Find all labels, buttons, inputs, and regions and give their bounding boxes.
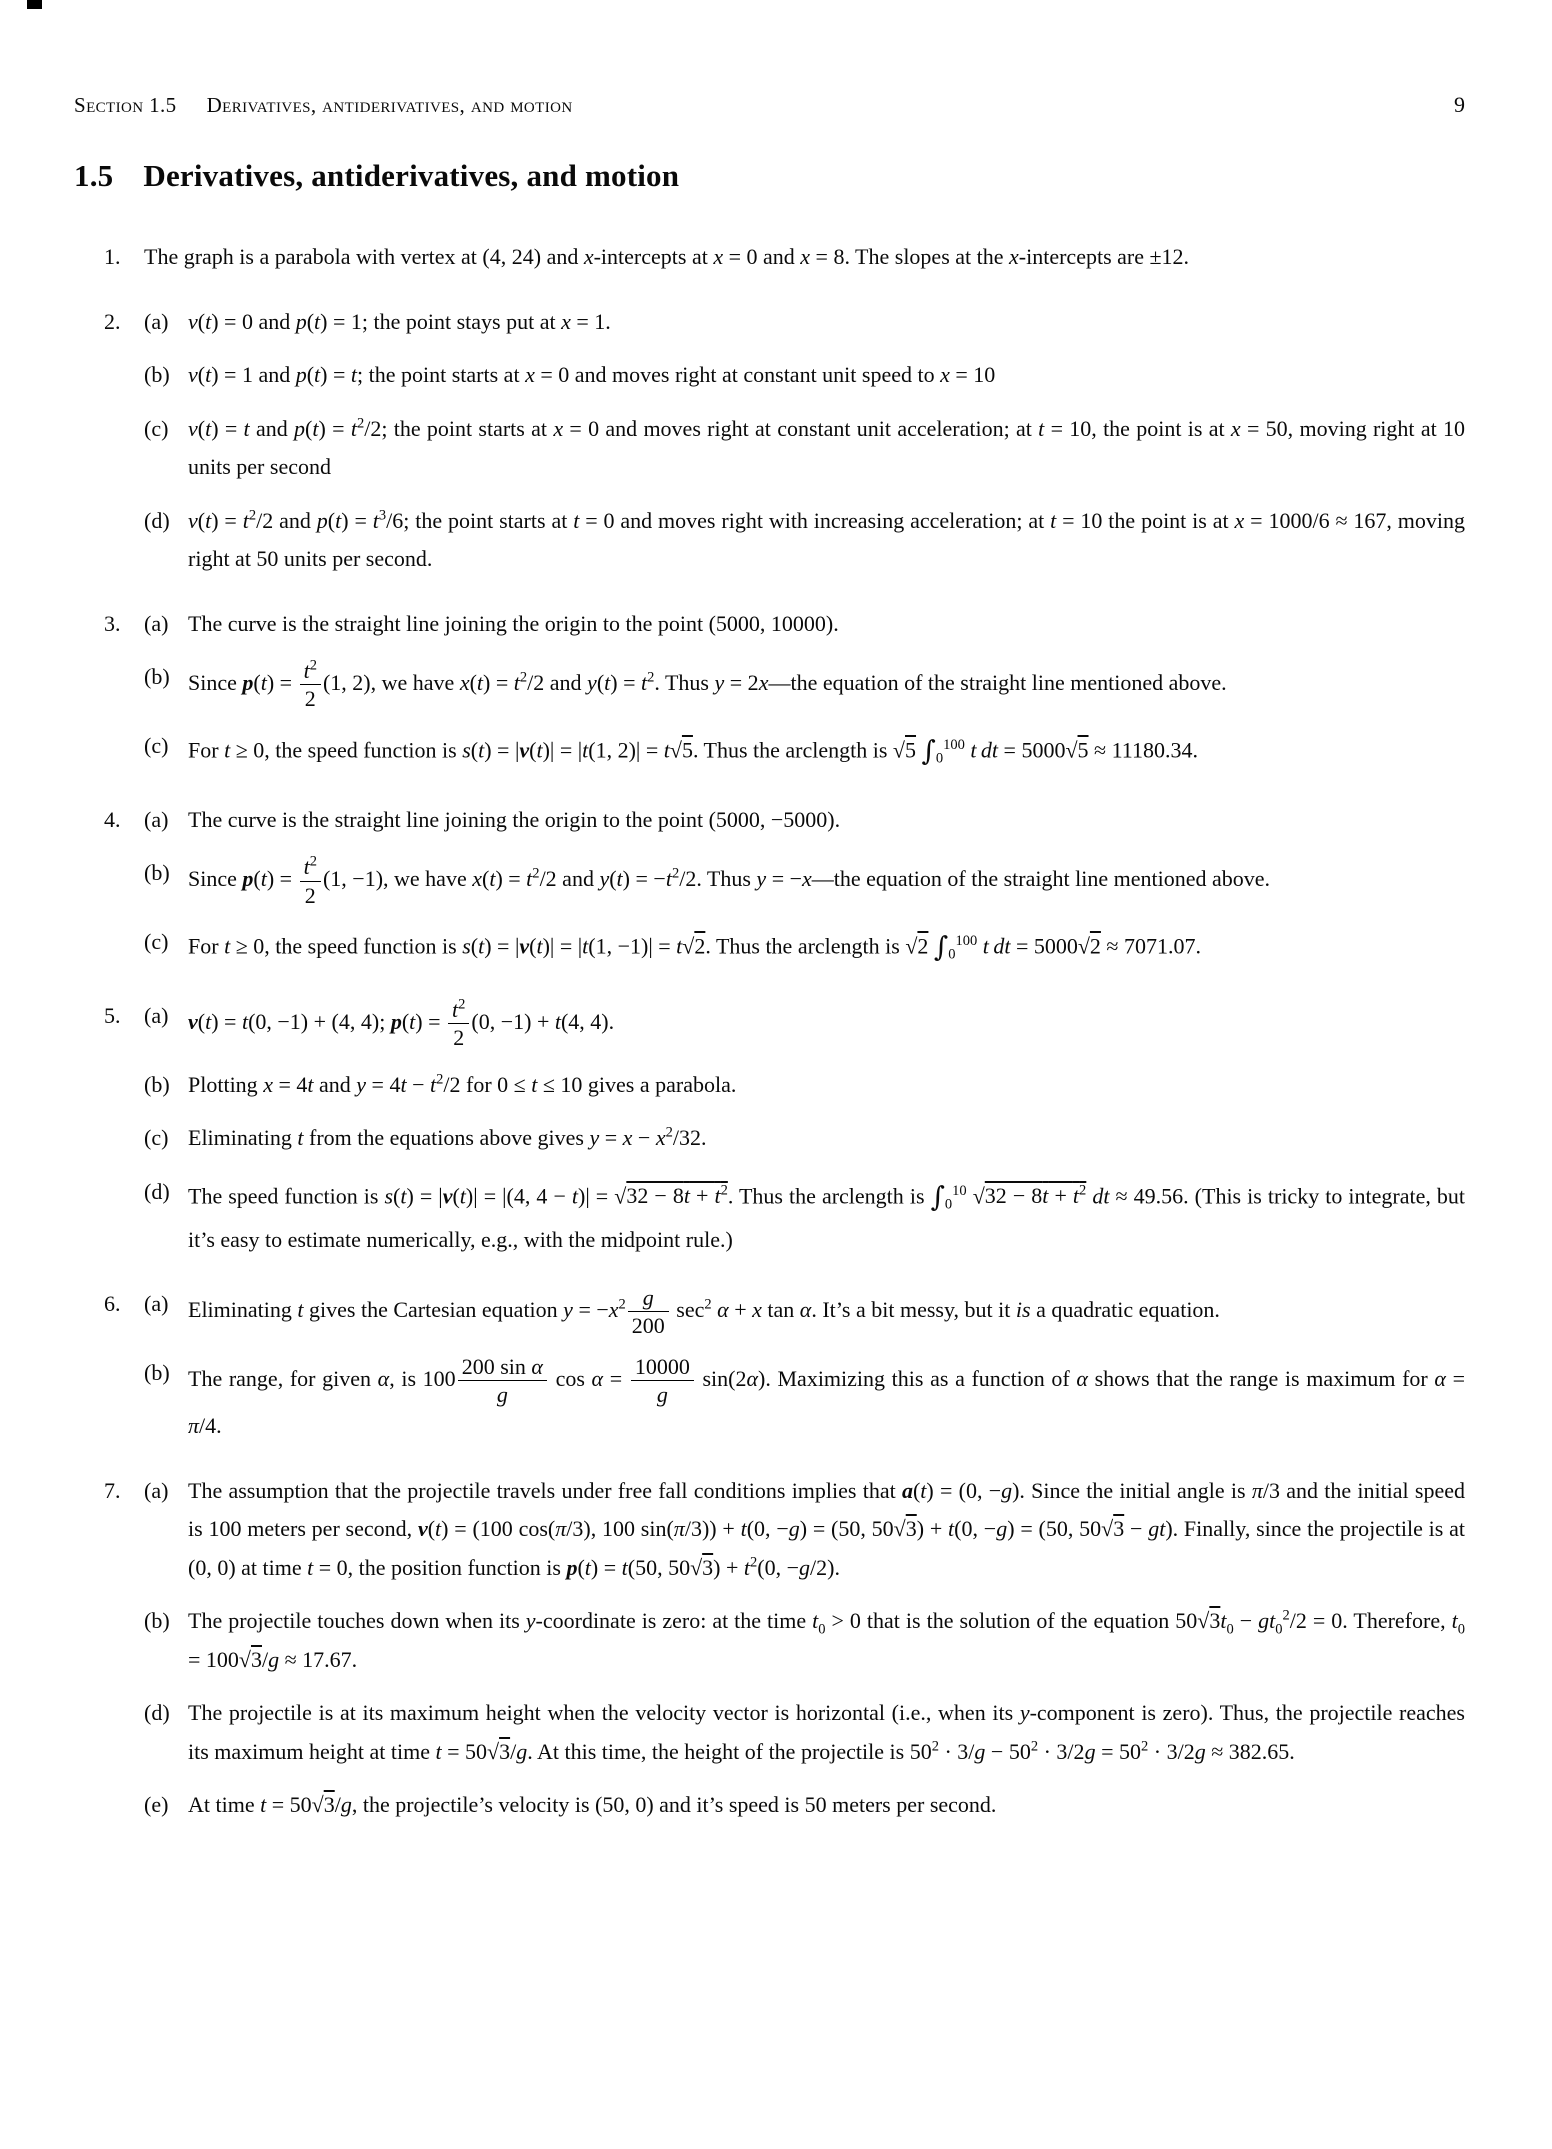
part-text: The graph is a parabola with vertex at (4, 24) and x-intercepts at x = 0 and x = 8. The slopes at the x-intercepts are ±12. bbox=[144, 244, 1190, 269]
problem-parts bbox=[144, 801, 1465, 971]
part-text: Eliminating t gives the Cartesian equation $y = -x^2$ $\frac{g}{200}$ $\sec^2 \alpha + x$ tan α. It’s a bit messy, but it is a quadratic equation. bbox=[188, 1285, 1220, 1339]
part-label: (a) bbox=[144, 806, 169, 832]
running-header-left bbox=[74, 93, 573, 118]
problem-parts bbox=[144, 1472, 1465, 1825]
part-label: (d) bbox=[144, 1178, 170, 1204]
part-row bbox=[144, 605, 1465, 644]
part-label: (c) bbox=[144, 732, 169, 758]
part-text: The curve is the straight line joining the origin to the point (5000, −5000). bbox=[188, 806, 841, 832]
part-text: Since p(t) = $\frac{t^2}{2}$ (1, 2), we have $x(t) = t^2/2$ and $y(t) = t^2$. Thus y = 2x—the equation of the straight line mentioned above. bbox=[188, 657, 1227, 712]
problem-number: 7. bbox=[104, 1477, 121, 1503]
part-row bbox=[144, 1119, 1465, 1158]
part-row bbox=[144, 997, 1465, 1051]
part-text: $v(t) = t^2/2$ and $p(t) = t^3/6$; the point starts at t = 0 and moves right with increasing acceleration; at t = 10 the point is at x = 1000/6 ≈ 167, moving right at 50 units per second. bbox=[188, 507, 1466, 571]
part-row bbox=[144, 801, 1465, 840]
part-label: (d) bbox=[144, 1700, 170, 1726]
problem-parts bbox=[144, 997, 1465, 1259]
part-row bbox=[144, 923, 1465, 971]
part-row bbox=[144, 356, 1465, 395]
problem-number: 6. bbox=[104, 1291, 121, 1317]
problem-item bbox=[104, 801, 1465, 971]
part-row bbox=[144, 502, 1465, 579]
heading-text: Derivatives, antiderivatives, and motion bbox=[143, 158, 680, 193]
problem-parts bbox=[144, 238, 1465, 277]
part-row bbox=[144, 1472, 1465, 1588]
part-text: The projectile touches down when its y-coordinate is zero: at the time $t_0 > 0$ that is the solution of the equation $50√3t_0 - gt_0^2/2 = 0$. Therefore, $t_0 = 100√3/g \approx 17.67$. bbox=[188, 1608, 1465, 1672]
part-text: v(t) = t(0, −1) + (4, 4); p(t) = $\frac{t^2}{2}$ (0, −1) + t(4, 4). bbox=[188, 996, 615, 1051]
part-row bbox=[144, 658, 1465, 712]
problem-number: 4. bbox=[104, 806, 121, 832]
problem-parts bbox=[144, 1285, 1465, 1446]
scan-artifact bbox=[27, 0, 42, 9]
part-label: (b) bbox=[144, 1359, 170, 1385]
problem-item bbox=[104, 997, 1465, 1259]
part-text: The speed function is s(t) = |v(t)| = |(4, $4 - t)| = √32 - 8t + t^2$. Thus the arclength is $\int_0^{10}$ $√32 - 8t + t^2$ dt ≈ 49.56. (This is tricky to integrate, but it’s easy to estimate numerically, e.g., with the midpoint rule.) bbox=[188, 1180, 1465, 1252]
section-label: Section 1.5 bbox=[74, 93, 177, 117]
part-label: (b) bbox=[144, 664, 170, 689]
part-text: v(t) = t and $p(t) = t^2/2$; the point starts at x = 0 and moves right at constant unit acceleration; at t = 10, the point is at x = 50, moving right at 10 units per second bbox=[188, 415, 1465, 479]
problem-number: 2. bbox=[104, 308, 121, 334]
part-text: v(t) = 0 and p(t) = 1; the point stays put at x = 1. bbox=[188, 308, 611, 334]
part-text: For t ≥ 0, the speed function is s(t) = |v(t)| = |t(1, −1)| = t√2. Thus the arclength is √2 $\int_0^{100}$ t dt = 5000√2 ≈ 7071.07. bbox=[188, 930, 1201, 963]
problem-parts bbox=[144, 303, 1465, 579]
part-label: (a) bbox=[144, 1291, 169, 1317]
problem-item bbox=[104, 238, 1465, 277]
problems bbox=[104, 238, 1465, 1825]
part-row bbox=[144, 238, 1465, 277]
problem-item bbox=[104, 303, 1465, 579]
part-text: The curve is the straight line joining the origin to the point (5000, 10000). bbox=[188, 610, 839, 636]
part-text: Since p(t) = $\frac{t^2}{2}$ (1, −1), we have $x(t) = t^2/2$ and $y(t) = -t^2/2$. Thus y = −x—the equation of the straight line mentioned above. bbox=[188, 853, 1270, 908]
part-label: (b) bbox=[144, 362, 170, 387]
part-row bbox=[144, 410, 1465, 487]
part-row bbox=[144, 854, 1465, 908]
part-text: Plotting x = 4t and $y = 4t - t^2/2$ for 0 ≤ t ≤ 10 gives a parabola. bbox=[188, 1071, 737, 1097]
problem-item bbox=[104, 1285, 1465, 1446]
part-label: (a) bbox=[144, 1002, 169, 1028]
part-row bbox=[144, 1602, 1465, 1679]
part-label: (e) bbox=[144, 1792, 169, 1818]
part-text: The range, for given α, is 100 $\frac{\text{200 sin α}}{g}$ cos α = $\frac{10000}{g}$ sin(2α). Maximizing this as a function of α shows that the range is maximum for α = π/4. bbox=[188, 1353, 1465, 1439]
part-text: The assumption that the projectile travels under free fall conditions implies that a(t) = (0, −g). Since the initial angle is π/3 and the initial speed is 100 meters per second, v(t) = (100 cos(π/3), 100 sin(π/3)) + t(0, −g) = (50, 50√3) + t(0, −g) = (50, 50√3 − gt). Finally, since the projectile is at (0, 0) at time t = 0, the position function is p(t) = t(50, $50√3) + t^2(0$, −g/2). bbox=[188, 1477, 1465, 1580]
problem-item bbox=[104, 605, 1465, 775]
part-label: (d) bbox=[144, 507, 170, 533]
part-text: v(t) = 1 and p(t) = t; the point starts at x = 0 and moves right at constant unit speed to x = 10 bbox=[188, 362, 996, 387]
page-number: 9 bbox=[1454, 92, 1465, 117]
part-label: (a) bbox=[144, 308, 169, 334]
part-label: (c) bbox=[144, 415, 169, 441]
problem-parts bbox=[144, 605, 1465, 775]
part-label: (a) bbox=[144, 610, 169, 636]
part-text: At time t = 50√3/g, the projectile’s velocity is (50, 0) and it’s speed is 50 meters per second. bbox=[188, 1792, 997, 1818]
part-row bbox=[144, 727, 1465, 775]
part-text: For t ≥ 0, the speed function is s(t) = |v(t)| = |t(1, 2)| = t√5. Thus the arclength is √5 $\int_0^{100}$ t dt = 5000√5 ≈ 11180.34. bbox=[188, 734, 1198, 767]
part-row bbox=[144, 1285, 1465, 1339]
section-heading bbox=[74, 158, 1465, 194]
running-header bbox=[74, 92, 1465, 118]
part-label: (b) bbox=[144, 1071, 170, 1097]
problem-number: 1. bbox=[104, 244, 121, 269]
part-row bbox=[144, 1354, 1465, 1446]
part-row bbox=[144, 303, 1465, 342]
part-label: (a) bbox=[144, 1477, 169, 1503]
heading-number: 1.5 bbox=[74, 158, 114, 193]
problem-number: 5. bbox=[104, 1002, 121, 1028]
problem-number: 3. bbox=[104, 610, 121, 636]
part-row bbox=[144, 1173, 1465, 1260]
part-row bbox=[144, 1066, 1465, 1105]
part-label: (b) bbox=[144, 1608, 170, 1634]
part-label: (c) bbox=[144, 928, 169, 954]
part-text: Eliminating t from the equations above gives $y = x - x^2/32$. bbox=[188, 1124, 707, 1151]
part-row bbox=[144, 1786, 1465, 1825]
part-row bbox=[144, 1694, 1465, 1771]
section-header-title: Derivatives, antiderivatives, and motion bbox=[206, 93, 573, 117]
problem-item bbox=[104, 1472, 1465, 1825]
part-label: (c) bbox=[144, 1125, 169, 1151]
part-label: (b) bbox=[144, 860, 170, 886]
part-text: The projectile is at its maximum height when the velocity vector is horizontal (i.e., when its y-component is zero). Thus, the projectile reaches its maximum height at time t = 50√3/g. At this time, the height of the projectile is $50^2 \cdot 3/g - 50^2 \cdot 3/2g = 50^2 \cdot 3/2g \approx 382.65$. bbox=[188, 1700, 1465, 1764]
